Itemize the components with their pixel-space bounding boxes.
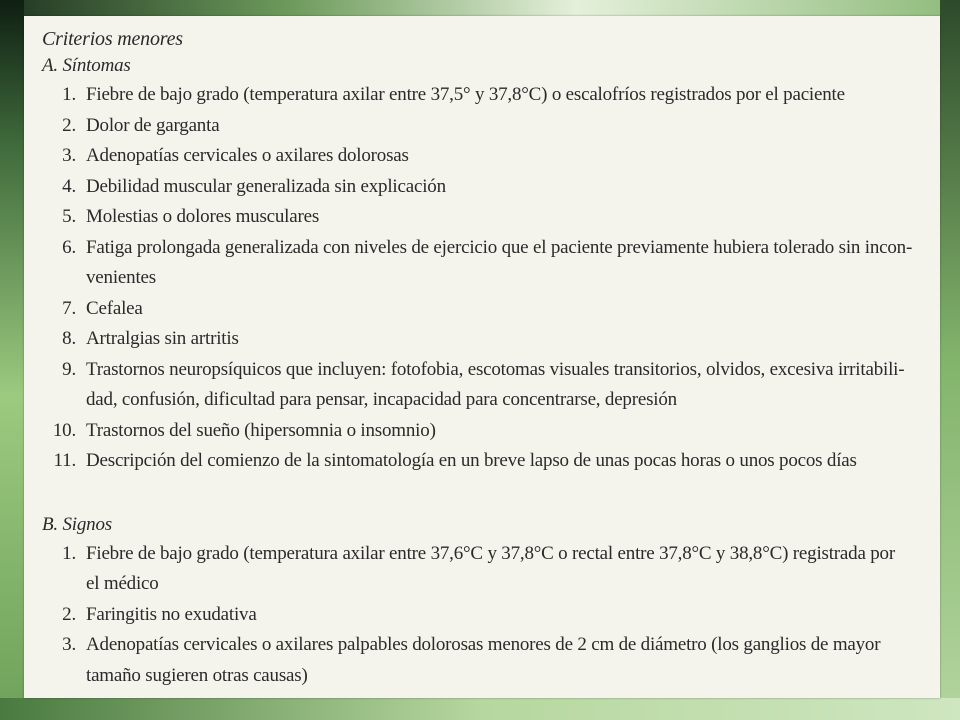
item-number: 5. [62, 206, 76, 227]
item-text-continuation: el médico [86, 573, 159, 594]
list-item [42, 600, 922, 631]
item-text: Trastornos neuropsíquicos que incluyen: fotofobia, escotomas visuales transitorios, olvidos, excesiva irritabili- [86, 358, 905, 380]
slide-frame-bottom [0, 698, 960, 720]
item-text-continuation: venientes [86, 267, 156, 288]
list-item-continuation [42, 263, 922, 294]
list-item [42, 80, 922, 111]
list-item [42, 539, 922, 570]
item-text: Adenopatías cervicales o axilares dolorosas [86, 145, 409, 166]
criteria-list [42, 26, 922, 691]
list-item [42, 141, 922, 172]
item-number: 6. [62, 236, 76, 258]
item-number: 2. [62, 114, 76, 136]
item-text: Descripción del comienzo de la sintomatología en un breve lapso de unas pocas horas o unos pocos días [86, 450, 857, 471]
list-item [42, 111, 922, 142]
section-gap [42, 477, 922, 511]
list-item [42, 233, 922, 264]
list-item [42, 202, 922, 233]
item-number: 4. [62, 175, 76, 197]
item-text: Faringitis no exudativa [86, 603, 257, 625]
item-text: Debilidad muscular generalizada sin explicación [86, 175, 446, 197]
list-item-continuation [42, 569, 922, 600]
item-text: Cefalea [86, 297, 143, 319]
slide-frame-left [0, 0, 24, 720]
item-number: 8. [62, 328, 76, 349]
list-item [42, 355, 922, 386]
section-heading-signs: B. Signos [42, 513, 112, 535]
item-number: 11. [53, 450, 76, 471]
item-text: Trastornos del sueño (hipersomnia o insomnio) [86, 419, 436, 441]
item-text: Fiebre de bajo grado (temperatura axilar entre 37,6°C y 37,8°C o rectal entre 37,8°C y 38,8°C) registrada por [86, 542, 895, 564]
list-item [42, 172, 922, 203]
item-text-continuation: tamaño sugieren otras causas) [86, 664, 308, 686]
list-item [42, 416, 922, 447]
list-item [42, 324, 922, 355]
list-item [42, 630, 922, 661]
item-number: 3. [62, 145, 76, 166]
list-item [42, 446, 922, 477]
slide-frame-top [0, 0, 960, 16]
list-item-continuation [42, 661, 922, 692]
item-number: 1. [62, 84, 76, 105]
page-title: Criterios menores [42, 28, 183, 50]
item-number: 3. [62, 634, 76, 655]
item-text: Adenopatías cervicales o axilares palpables dolorosas menores de 2 cm de diámetro (los ganglios de mayor [86, 634, 881, 655]
item-text: Artralgias sin artritis [86, 328, 239, 349]
item-text-continuation: dad, confusión, dificultad para pensar, incapacidad para concentrarse, depresión [86, 389, 677, 410]
slide-frame-right [940, 0, 960, 720]
item-text: Molestias o dolores musculares [86, 206, 320, 227]
item-text: Fiebre de bajo grado (temperatura axilar entre 37,5° y 37,8°C) o escalofríos registrados por el paciente [86, 84, 845, 105]
item-text: Fatiga prolongada generalizada con niveles de ejercicio que el paciente previamente hubiera tolerado sin incon- [86, 236, 913, 258]
item-number: 7. [62, 297, 76, 319]
list-item [42, 294, 922, 325]
item-text: Dolor de garganta [86, 114, 220, 136]
document-page [24, 16, 940, 698]
section-heading-symptoms: A. Síntomas [42, 55, 131, 76]
item-number: 2. [62, 603, 76, 625]
item-number: 9. [62, 358, 76, 380]
item-number: 10. [52, 419, 76, 441]
item-number: 1. [62, 542, 76, 564]
list-item-continuation [42, 385, 922, 416]
